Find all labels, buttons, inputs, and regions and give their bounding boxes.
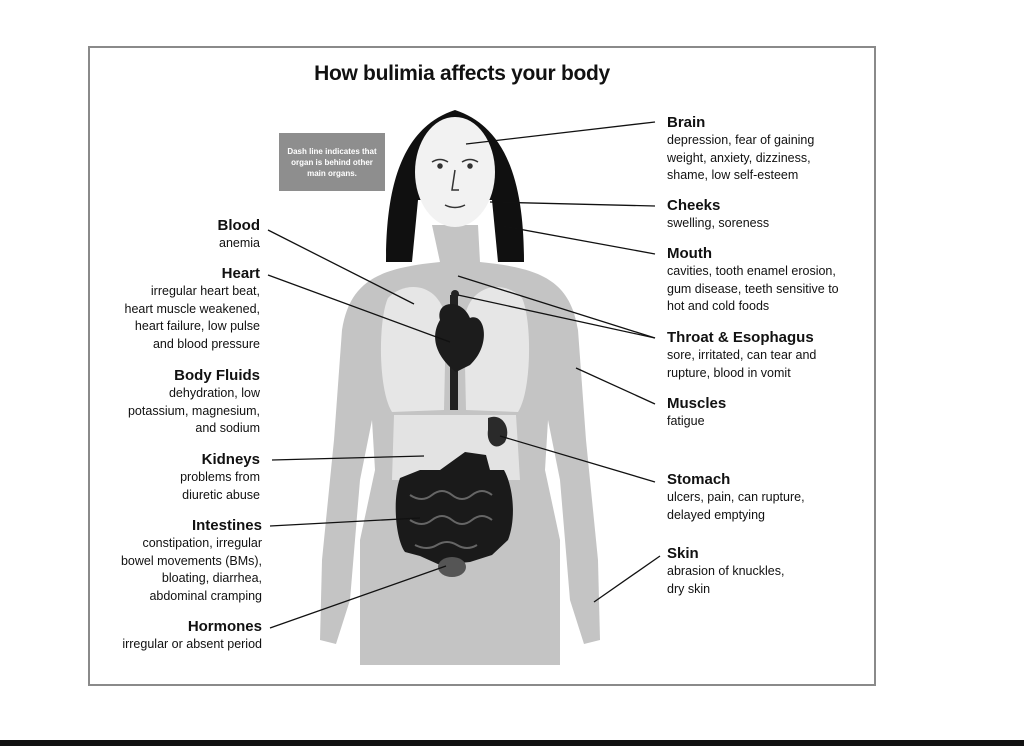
label-detail: problems from diuretic abuse bbox=[180, 470, 260, 502]
label-detail: constipation, irregular bowel movements (BMs), bloating, diarrhea, abdominal cramping bbox=[120, 536, 262, 603]
label-heart bbox=[125, 264, 261, 353]
label-heading: Intestines bbox=[191, 517, 262, 534]
label-stomach bbox=[667, 470, 805, 524]
label-detail: depression, fear of gaining weight, anxiety, dizziness, shame, low self-esteem bbox=[667, 133, 815, 182]
label-skin bbox=[667, 544, 784, 598]
label-heading: Skin bbox=[667, 545, 699, 562]
label-detail: ulcers, pain, can rupture, delayed emptying bbox=[667, 490, 805, 522]
label-heading: Brain bbox=[667, 114, 706, 131]
label-body-fluids bbox=[128, 366, 260, 438]
label-blood bbox=[218, 216, 261, 253]
lungs bbox=[381, 287, 446, 412]
label-mouth bbox=[667, 244, 839, 316]
leader-brain bbox=[466, 122, 655, 144]
label-detail: anemia bbox=[219, 236, 260, 250]
label-detail: cavities, tooth enamel erosion, gum disease, teeth sensitive to hot and cold foods bbox=[667, 264, 839, 313]
leader-muscles bbox=[576, 368, 655, 404]
label-detail: abrasion of knuckles, dry skin bbox=[667, 564, 785, 596]
throat-dot bbox=[451, 290, 459, 298]
dash-line-note: Dash line indicates that organ is behind other main organs. bbox=[279, 133, 385, 191]
label-heading: Mouth bbox=[667, 245, 712, 262]
label-heading: Kidneys bbox=[201, 451, 260, 468]
label-heading: Muscles bbox=[667, 395, 727, 412]
label-hormones bbox=[122, 617, 262, 654]
label-detail: sore, irritated, can tear and rupture, blood in vomit bbox=[667, 348, 817, 380]
label-throat-esophagus bbox=[667, 328, 816, 382]
label-heading: Body Fluids bbox=[174, 367, 260, 384]
label-muscles bbox=[667, 394, 726, 431]
scan-edge bbox=[0, 740, 1024, 746]
label-kidneys bbox=[180, 450, 260, 504]
label-heading: Throat & Esophagus bbox=[667, 329, 814, 346]
label-heading: Cheeks bbox=[667, 197, 721, 214]
label-detail: fatigue bbox=[667, 414, 705, 428]
label-heading: Heart bbox=[221, 265, 260, 282]
label-brain bbox=[667, 113, 814, 185]
leader-mouth bbox=[502, 226, 655, 254]
label-detail: swelling, soreness bbox=[667, 216, 770, 230]
label-intestines bbox=[121, 516, 262, 605]
diagram-title: How bulimia affects your body bbox=[314, 62, 610, 85]
label-cheeks bbox=[667, 196, 769, 233]
label-detail: irregular heart beat, heart muscle weakened, heart failure, low pulse and blood pressure bbox=[124, 284, 260, 351]
label-detail: irregular or absent period bbox=[122, 637, 262, 651]
label-heading: Stomach bbox=[667, 471, 731, 488]
label-heading: Blood bbox=[217, 217, 260, 234]
label-heading: Hormones bbox=[187, 618, 262, 635]
leader-skin bbox=[594, 556, 660, 602]
label-detail: dehydration, low potassium, magnesium, and sodium bbox=[127, 386, 260, 435]
